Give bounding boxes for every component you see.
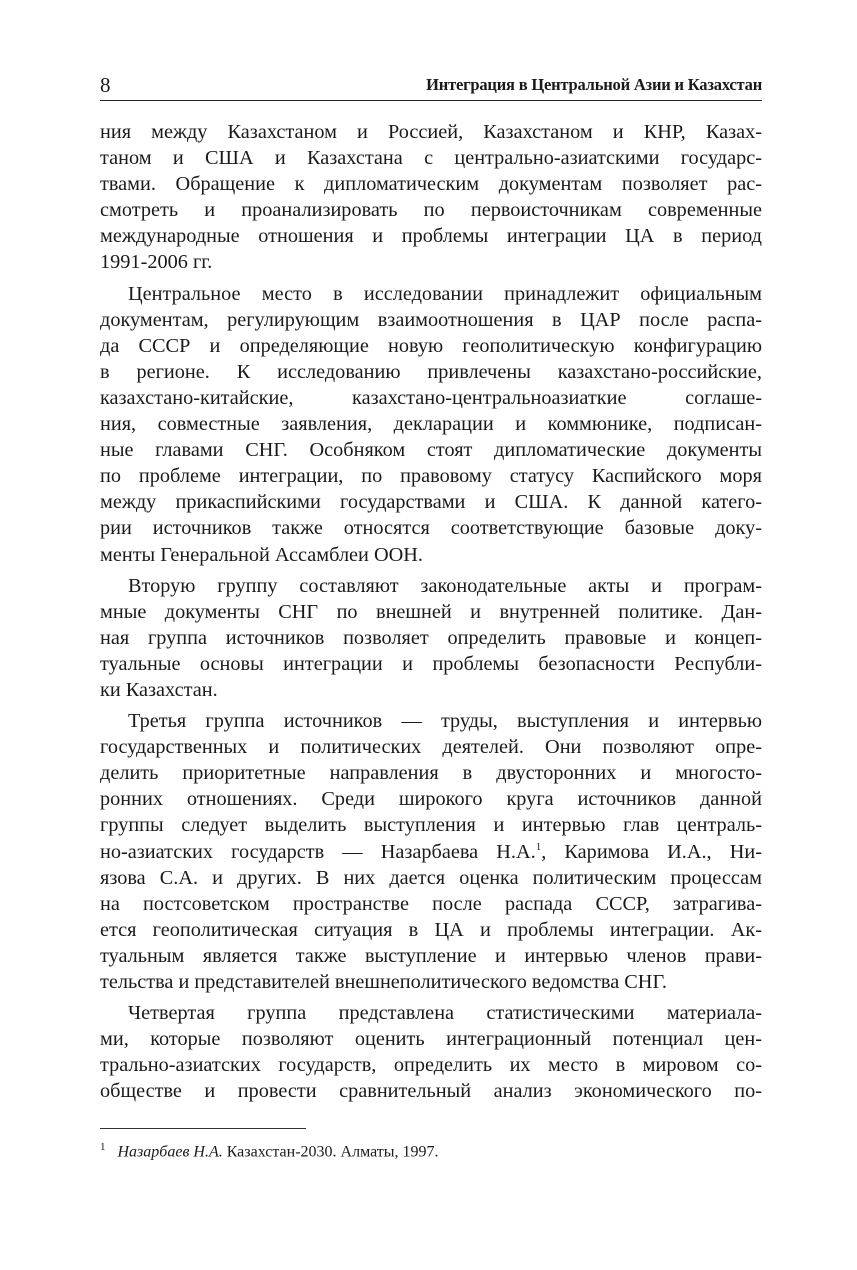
- text-line: мные документы СНГ по внешней и внутренней политике. Дан-: [100, 600, 762, 623]
- text-line: делить приоритетные направления в двусторонних и многосто-: [100, 762, 762, 785]
- text-line: тельства и представителей внешнеполитического ведомства СНГ.: [100, 971, 667, 993]
- text-line: смотреть и проанализировать по первоисточникам современные: [100, 199, 762, 222]
- text-line: Центральное место в исследовании принадлежит официальным: [128, 282, 762, 305]
- text-line: Четвертая группа представлена статистическими материала-: [128, 1002, 762, 1025]
- text-line: казахстано-китайские, казахстано-центральноазиаткие соглаше-: [100, 386, 762, 409]
- footnote-mark: 1: [100, 1141, 106, 1153]
- text-fragment: Каримова И.А., Ни-: [564, 840, 762, 863]
- text-line: государственных и политических деятелей. Они позволяют опре-: [100, 736, 762, 759]
- text-line: Вторую группу составляют законодательные акты и програм-: [128, 574, 762, 597]
- text-line: ные главами СНГ. Особняком стоят дипломатические документы: [100, 439, 762, 462]
- paragraph-3: [100, 573, 762, 703]
- text-line: ния между Казахстаном и Россией, Казахстаном и КНР, Казах-: [100, 121, 762, 143]
- text-line-with-footnote: но-азиатских государств — Назарбаева Н.А.$^1$, Каримова И.А., Ни-: [100, 840, 762, 863]
- text-line: туальные основы интеграции и проблемы безопасности Республи-: [100, 652, 762, 675]
- paragraph-1: [100, 119, 762, 276]
- text-line: в регионе. К исследованию привлечены казахстано-российские,: [100, 360, 762, 383]
- page-header: [100, 70, 762, 101]
- footnote-divider: [100, 1128, 306, 1129]
- text-line: обществе и провести сравнительный анализ экономического по-: [100, 1080, 762, 1103]
- text-line: Третья группа источников — труды, выступления и интервью: [128, 710, 762, 733]
- body-text: [100, 119, 762, 1104]
- text-line: ки Казахстан.: [100, 678, 218, 701]
- footnote: [100, 1137, 439, 1162]
- text-line: между прикаспийскими государствами и США. К данной катего-: [100, 491, 762, 514]
- text-line: 1991-2006 гг.: [100, 251, 213, 274]
- text-line: твами. Обращение к дипломатическим документам позволяет рас-: [100, 173, 762, 196]
- text-line: менты Генеральной Ассамблеи ООН.: [100, 543, 423, 566]
- paragraph-2: [100, 281, 762, 568]
- text-line: ми, которые позволяют оценить интеграционный потенциал цен-: [100, 1028, 762, 1051]
- text-line: таном и США и Казахстана с центрально-азиатскими государс-: [100, 147, 762, 170]
- text-line: документам, регулирующим взаимоотношения в ЦАР после распа-: [100, 308, 762, 331]
- text-line: туальным является также выступление и интервью членов прави-: [100, 944, 762, 967]
- text-line: рии источников также относятся соответствующие базовые доку-: [100, 517, 762, 540]
- paragraph-5: [100, 1000, 762, 1104]
- running-title: Интеграция в Центральной Азии и Казахстан: [426, 75, 762, 94]
- text-line: на постсоветском пространстве после распада СССР, затрагива-: [100, 892, 762, 915]
- text-line: ронних отношениях. Среди широкого круга источников данной: [100, 788, 762, 811]
- text-line: ется геополитическая ситуация в ЦА и проблемы интеграции. Ак-: [100, 918, 762, 941]
- text-line: по проблеме интеграции, по правовому статусу Каспийского моря: [100, 465, 762, 488]
- text-line: трально-азиатских государств, определить их место в мировом со-: [100, 1054, 762, 1077]
- text-line: ния, совместные заявления, декларации и коммюнике, подписан-: [100, 413, 762, 436]
- footnote-text: Казахстан-2030. Алматы, 1997.: [226, 1143, 439, 1161]
- footnote-author: Назарбаев Н.А.: [117, 1143, 223, 1161]
- footnote-reference[interactable]: 1: [535, 840, 542, 853]
- text-line: язова С.А. и других. В них дается оценка политическим процессам: [100, 866, 762, 889]
- book-page: [100, 70, 762, 1109]
- paragraph-4: [100, 708, 762, 995]
- text-line: международные отношения и проблемы интеграции ЦА в период: [100, 225, 762, 248]
- text-line: группы следует выделить выступления и интервью глав централь-: [100, 814, 762, 837]
- page-number: 8: [100, 73, 111, 97]
- text-fragment: но-азиатских государств — Назарбаева Н.А.: [100, 840, 536, 863]
- text-line: ная группа источников позволяет определить правовые и концеп-: [100, 626, 762, 649]
- text-line: да СССР и определяющие новую геополитическую конфигурацию: [100, 334, 762, 357]
